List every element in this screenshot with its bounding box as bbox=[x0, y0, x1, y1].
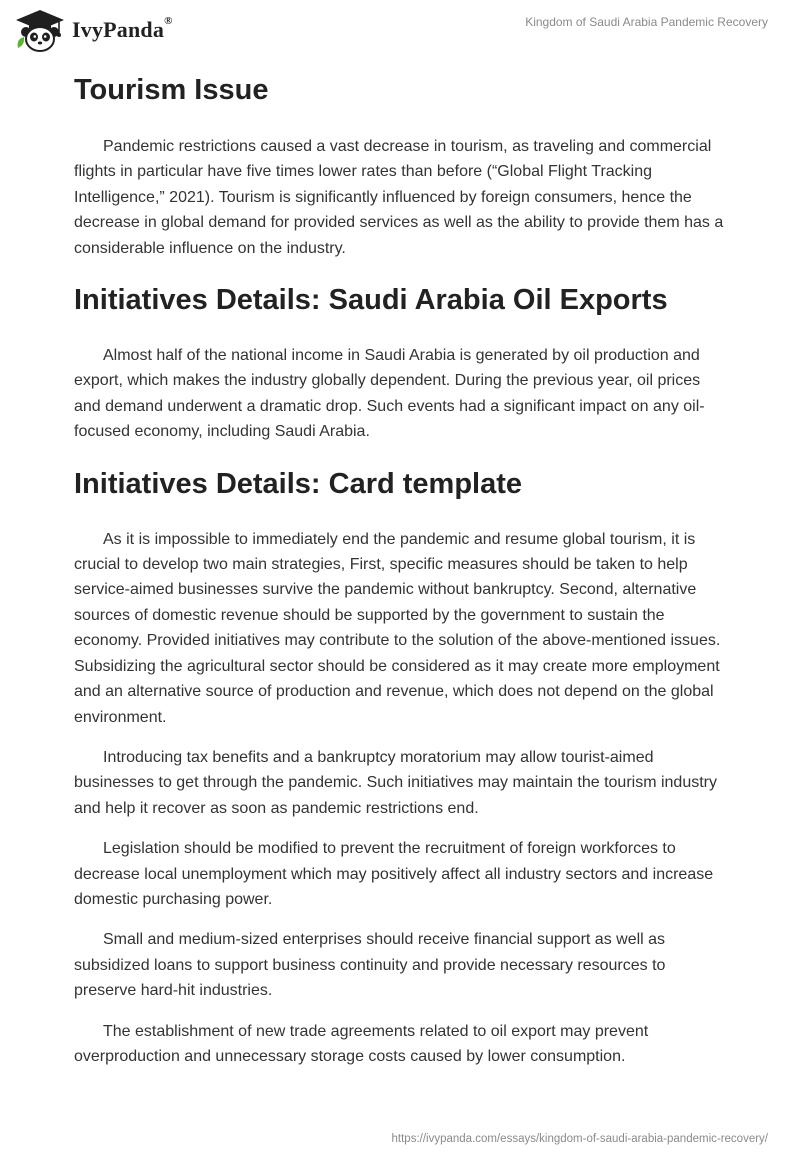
paragraph: Introducing tax benefits and a bankruptcy moratorium may allow tourist-aimed businesses to get through the pandemic. Such initiatives may maintain the tourism industry and help it recover as soon as pandemic restrictions end. bbox=[74, 748, 717, 817]
paragraph: Legislation should be modified to prevent the recruitment of foreign workforces to decrease local unemployment which may positively affect all industry sectors and increase domestic purchasing power. bbox=[74, 840, 714, 908]
section-heading: Tourism Issue bbox=[74, 74, 269, 106]
panda-graduate-icon bbox=[14, 8, 66, 52]
section-heading: Initiatives Details: Card template bbox=[74, 467, 523, 500]
ivypanda-logo[interactable] bbox=[14, 8, 173, 52]
document-title: Kingdom of Saudi Arabia Pandemic Recovery bbox=[525, 15, 768, 29]
paragraph: Almost half of the national income in Saudi Arabia is generated by oil production and export, which makes the industry globally dependent. During the previous year, oil prices and demand underwent a dramatic drop. Such events had a significant impact on any oil-focused economy, including Saudi Arabia. bbox=[74, 347, 705, 441]
brand-name: IvyPanda® bbox=[72, 15, 173, 42]
paragraph: Small and medium-sized enterprises should receive financial support as well as subsidized loans to support business continuity and provide necessary resources to preserve hard-hit industries. bbox=[74, 931, 666, 1000]
paragraph: The establishment of new trade agreements related to oil export may prevent overproduction and unnecessary storage costs caused by lower consumption. bbox=[74, 1022, 649, 1065]
paragraph: As it is impossible to immediately end the pandemic and resume global tourism, it is crucial to develop two main strategies, First, specific measures should be taken to help service-aimed businesses survive the pandemic without bankruptcy. Second, alternative sources of domestic revenue should be supported by the government to sustain the economy. Provided initiatives may contribute to the solution of the above-mentioned issues. Subsidizing the agricultural sector should be considered as it may create more employment and an alternative source of production and revenue, which does not depend on the global environment. bbox=[74, 530, 721, 726]
article-body bbox=[74, 70, 730, 1069]
page-header bbox=[0, 0, 800, 60]
source-url-link[interactable]: https://ivypanda.com/essays/kingdom-of-saudi-arabia-pandemic-recovery/ bbox=[391, 1133, 768, 1145]
section-heading: Initiatives Details: Saudi Arabia Oil Exports bbox=[74, 284, 668, 317]
paragraph: Pandemic restrictions caused a vast decrease in tourism, as traveling and commercial flights in particular have five times lower rates than before (“Global Flight Tracking Intelligence,” 2021). Tourism is significantly influenced by foreign consumers, hence the decrease in global demand for provided services as well as the ability to provide them has a considerable influence on the industry. bbox=[74, 138, 724, 257]
